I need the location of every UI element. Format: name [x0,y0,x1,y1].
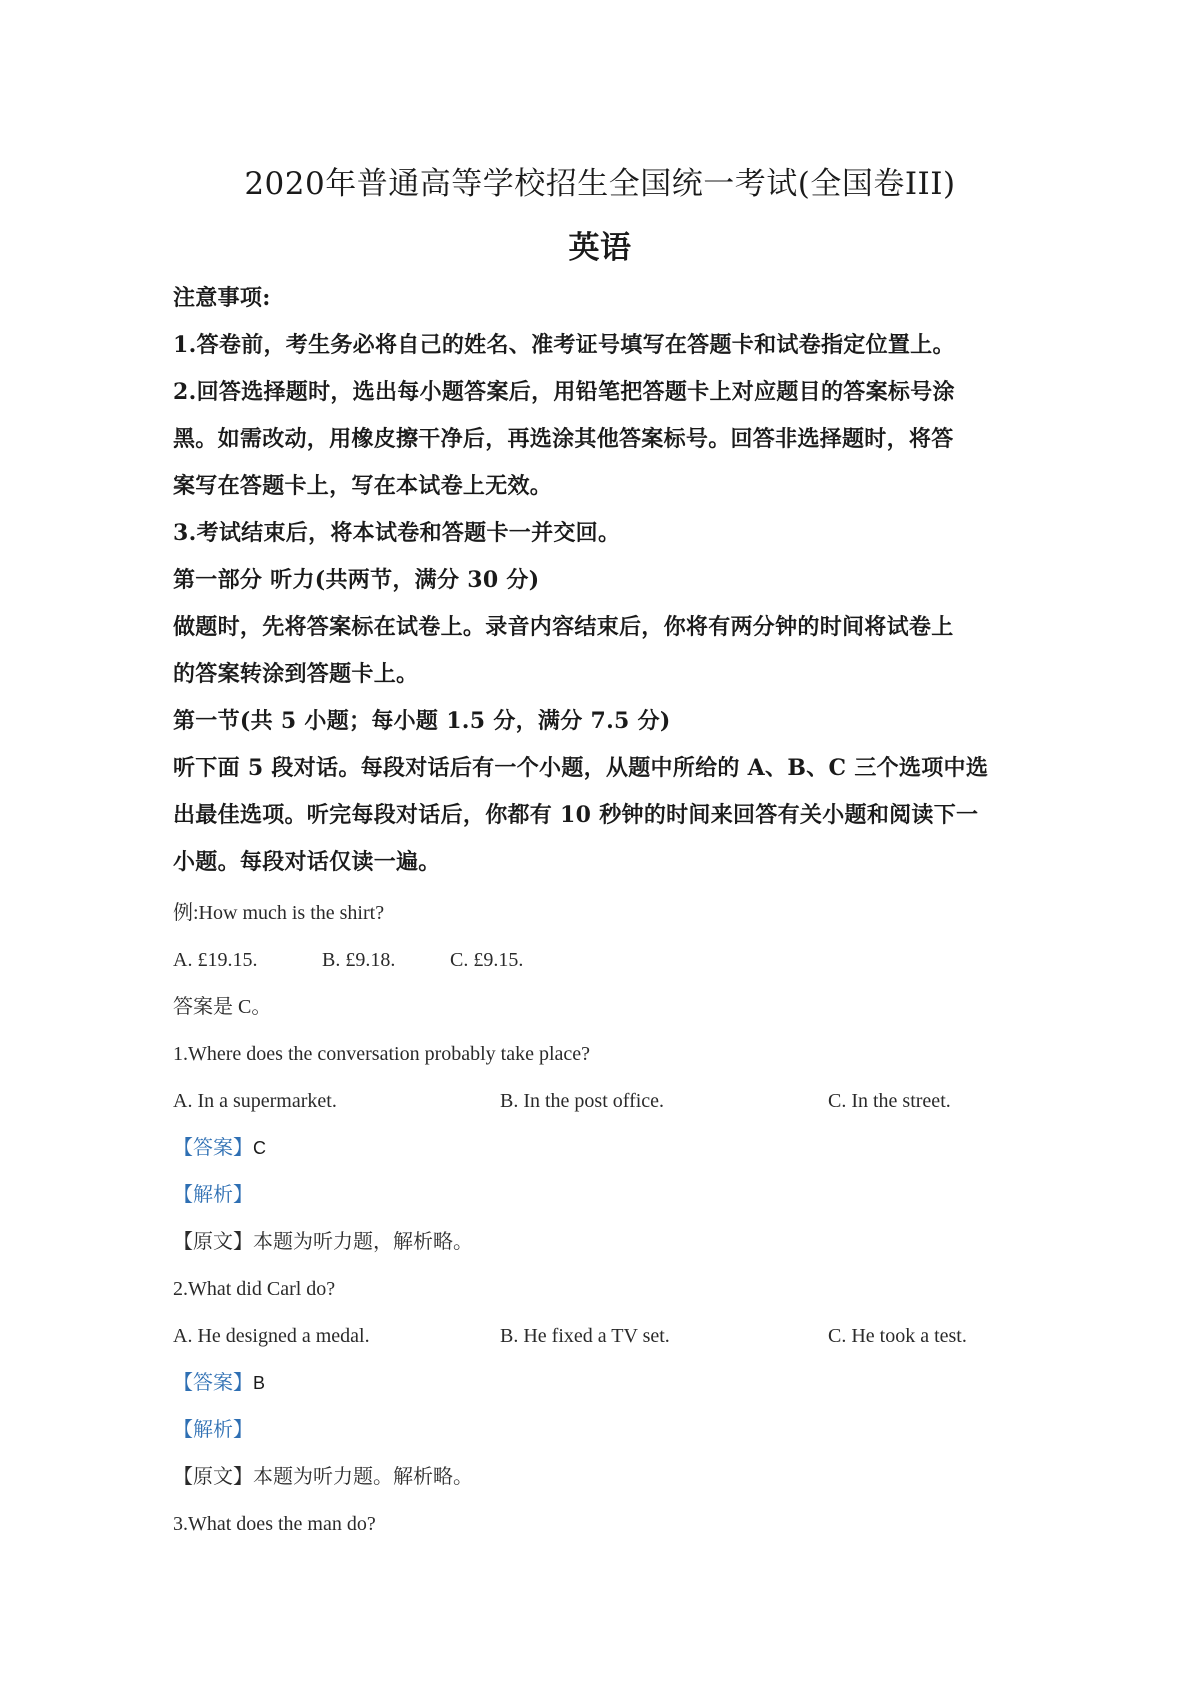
example-option-c: C. £9.15. [450,949,524,971]
notice-item-2-line-1: 2.回答选择题时，选出每小题答案后，用铅笔把答题卡上对应题目的答案标号涂 [173,379,955,405]
question-3: 3.What does the man do? [173,1513,376,1535]
page-title: 2020年普通高等学校招生全国统一考试(全国卷III) [244,166,956,202]
example-question: 例:How much is the shirt? [173,902,385,924]
question-1: 1.Where does the conversation probably take place? [173,1043,591,1065]
question-1-option-c: C. In the street. [828,1090,951,1112]
part1-intro-line-2: 的答案转涂到答题卡上。 [173,661,419,687]
question-2-option-c: C. He took a test. [828,1325,967,1347]
question-2-option-a: A. He designed a medal. [173,1325,370,1347]
notice-item-1: 1.答卷前，考生务必将自己的姓名、准考证号填写在答题卡和试卷指定位置上。 [173,332,955,358]
question-1-source: 【原文】本题为听力题，解析略。 [173,1231,473,1253]
section1-line-1: 听下面 5 段对话。每段对话后有一个小题，从题中所给的 A、B、C 三个选项中选 [173,755,989,781]
part1-intro-line-1: 做题时，先将答案标在试卷上。录音内容结束后，你将有两分钟的时间将试卷上 [173,614,954,640]
question-1-option-a: A. In a supermarket. [173,1090,337,1112]
section1-line-3: 小题。每段对话仅读一遍。 [173,849,441,875]
answer-value: B [253,1373,266,1393]
answer-label: 【答案】 [173,1137,253,1159]
question-1-analysis-label: 【解析】 [173,1184,253,1206]
answer-label: 【答案】 [173,1372,253,1394]
subject-title: 英语 [568,230,632,266]
question-2-option-b: B. He fixed a TV set. [500,1325,670,1347]
section1-heading: 第一节(共 5 小题；每小题 1.5 分，满分 7.5 分) [173,708,671,734]
question-1-option-b: B. In the post office. [500,1090,665,1112]
notice-item-2-line-3: 案写在答题卡上，写在本试卷上无效。 [173,473,553,499]
notice-item-2-line-2: 黑。如需改动，用橡皮擦干净后，再选涂其他答案标号。回答非选择题时，将答 [173,426,954,452]
notice-heading: 注意事项: [173,285,271,311]
example-option-b: B. £9.18. [322,949,396,971]
question-2-answer [173,1370,265,1396]
answer-value: C [253,1138,266,1158]
notice-item-3: 3.考试结束后，将本试卷和答题卡一并交回。 [173,520,621,546]
question-2-source: 【原文】本题为听力题。解析略。 [173,1466,473,1488]
example-option-a: A. £19.15. [173,949,258,971]
part1-heading: 第一部分 听力(共两节，满分 30 分) [173,567,540,593]
section1-line-2: 出最佳选项。听完每段对话后，你都有 10 秒钟的时间来回答有关小题和阅读下一 [173,802,979,828]
question-1-answer [173,1135,266,1161]
question-2-analysis-label: 【解析】 [173,1419,253,1441]
question-2: 2.What did Carl do? [173,1278,336,1300]
example-answer: 答案是 C。 [173,996,272,1018]
